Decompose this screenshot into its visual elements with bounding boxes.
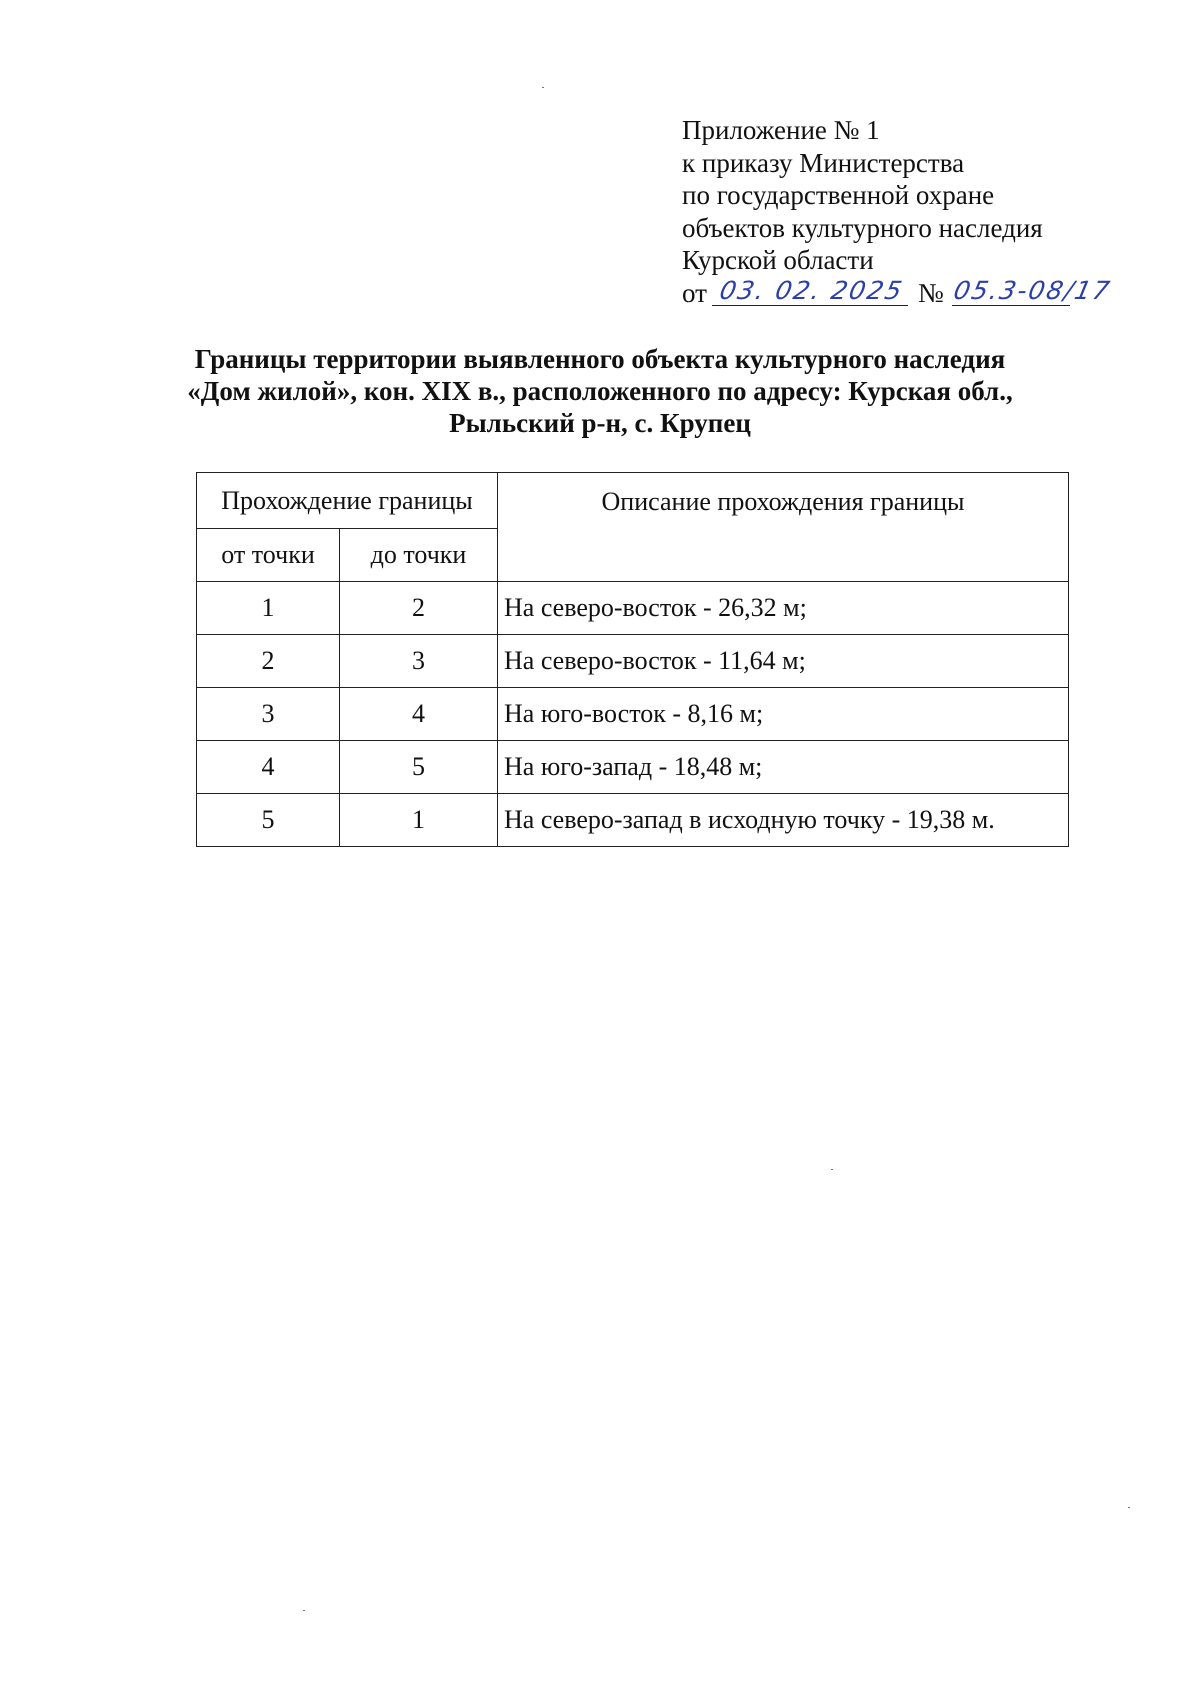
boundary-table — [196, 472, 1069, 847]
cell-description: На юго-восток - 8,16 м; — [498, 688, 1069, 741]
cell-from: 2 — [197, 635, 340, 688]
header-to-point: до точки — [340, 529, 498, 582]
handwritten-date: 03. 02. 2025 — [717, 275, 907, 305]
cell-description: На северо-восток - 26,32 м; — [498, 582, 1069, 635]
cell-description: На северо-восток - 11,64 м; — [498, 635, 1069, 688]
table-row — [197, 635, 1069, 688]
title-line: Рыльский р-н, с. Крупец — [449, 408, 751, 438]
appendix-line: Курской области — [682, 245, 874, 275]
handwritten-number: 05.3-08/17 — [951, 275, 1114, 305]
cell-description: На юго-запад - 18,48 м; — [498, 741, 1069, 794]
table-row — [197, 741, 1069, 794]
table-header-row — [197, 473, 1069, 529]
appendix-block — [682, 114, 1114, 311]
cell-from: 5 — [197, 794, 340, 847]
scan-speck — [1128, 1507, 1130, 1508]
cell-to: 5 — [340, 741, 498, 794]
appendix-line: объектов культурного наследия — [682, 212, 1043, 243]
cell-from: 4 — [197, 741, 340, 794]
order-date-number-line — [682, 275, 1114, 311]
cell-to: 3 — [340, 635, 498, 688]
title-line: Границы территории выявленного объекта культурного наследия — [194, 344, 1006, 374]
table-row — [197, 688, 1069, 741]
cell-from: 1 — [197, 582, 340, 635]
appendix-line: Приложение № 1 — [682, 115, 880, 145]
appendix-line: по государственной охране — [682, 180, 995, 210]
table-row — [197, 582, 1069, 635]
cell-description: На северо-запад в исходную точку - 19,38 м. — [498, 794, 1069, 847]
table-row — [197, 794, 1069, 847]
appendix-line: к приказу Министерства — [682, 147, 965, 178]
date-prefix: от — [682, 277, 707, 308]
title-line: «Дом жилой», кон. XIX в., расположенного по адресу: Курская обл., — [187, 376, 1013, 406]
cell-to: 4 — [340, 688, 498, 741]
scan-speck — [303, 1610, 305, 1611]
document-title — [150, 343, 1050, 439]
cell-to: 1 — [340, 794, 498, 847]
scan-speck — [831, 1169, 833, 1170]
header-description: Описание прохождения границы — [498, 473, 1069, 582]
header-from-point: от точки — [197, 529, 340, 582]
header-boundary-passage: Прохождение границы — [197, 473, 498, 529]
cell-to: 2 — [340, 582, 498, 635]
cell-from: 3 — [197, 688, 340, 741]
scan-speck — [542, 87, 544, 88]
number-prefix: № — [918, 277, 944, 308]
